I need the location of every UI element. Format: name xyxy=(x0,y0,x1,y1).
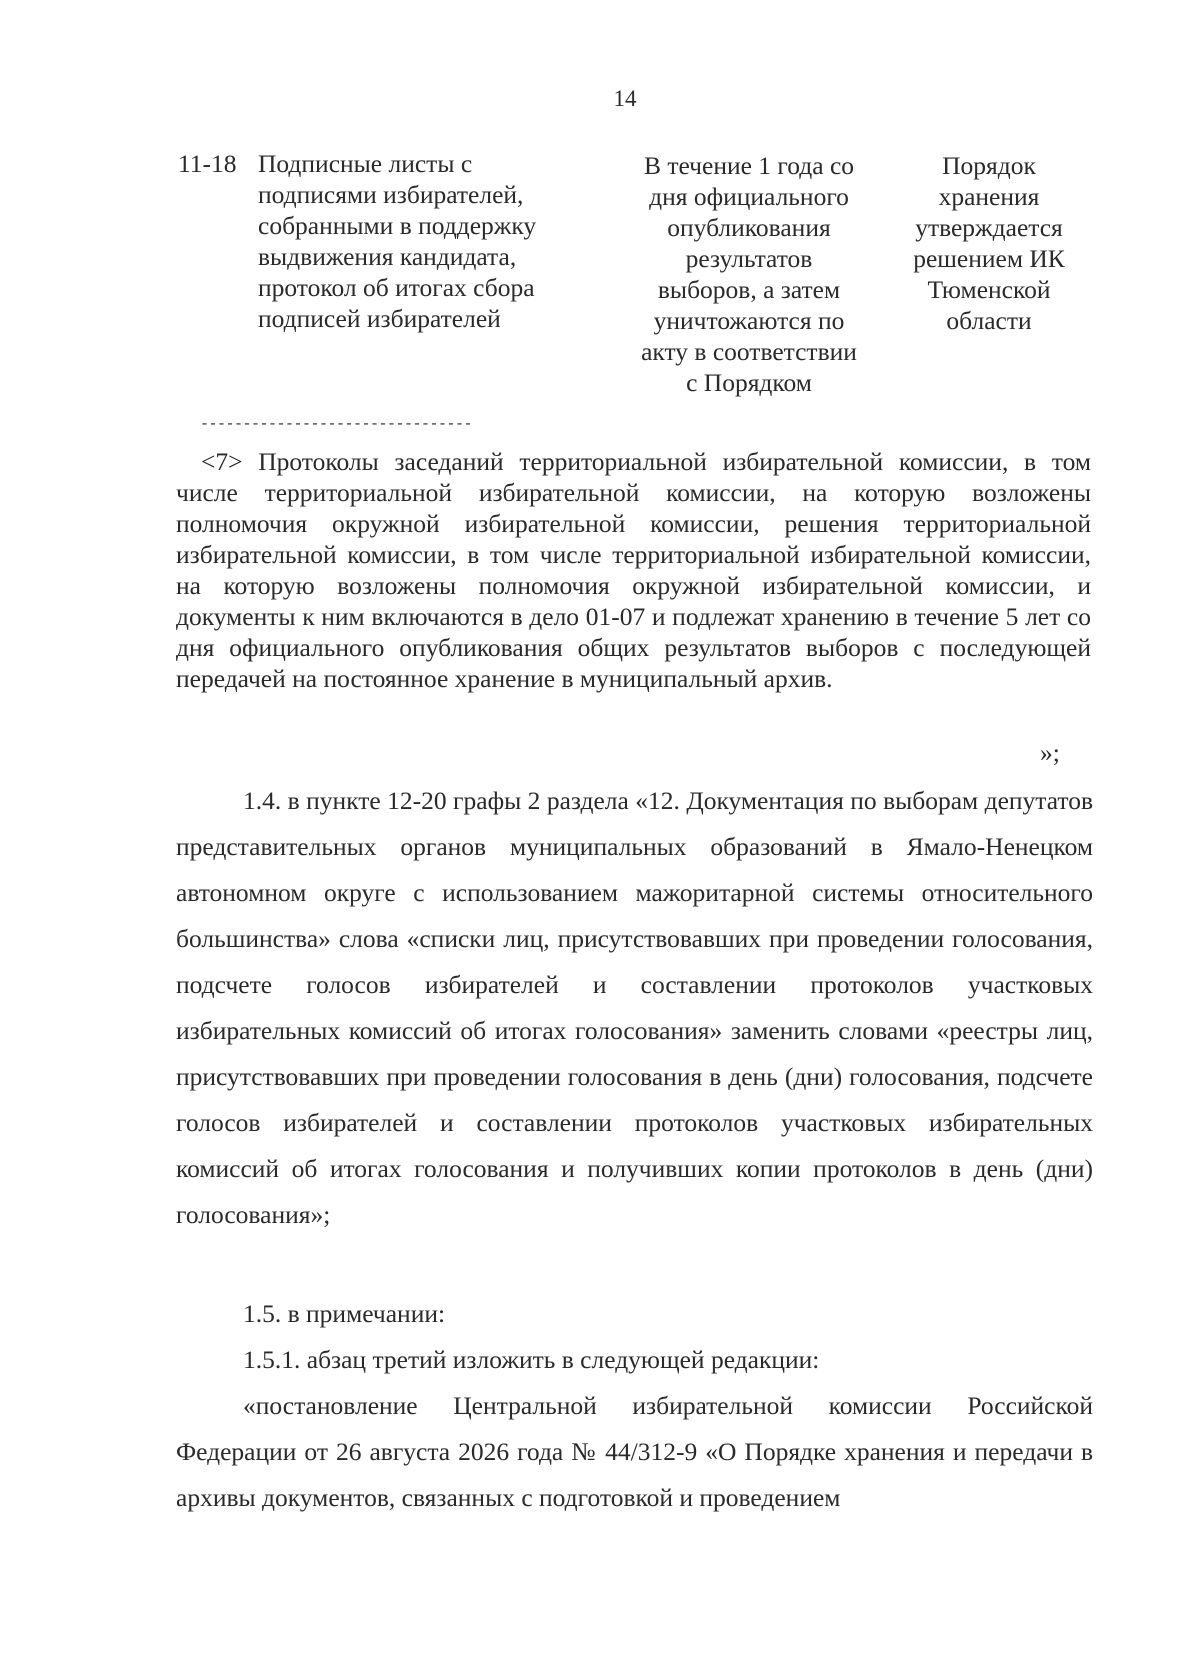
paragraph-1-5-1: 1.5.1. абзац третий изложить в следующей редакции: xyxy=(243,1345,820,1374)
paragraph-quote: «постановление Центральной избирательной комиссии Российской Федерации от 26 августа 2026 года № 44/312-9 «О Порядке хранения и передачи в архивы документов, связанных с подготовкой и проведением xyxy=(176,1391,1093,1512)
row-term: В течение 1 года со дня официального опубликования результатов выборов, а затем уничтожаются по акту в соответствии с Порядком xyxy=(641,151,857,397)
row-number: 11-18 xyxy=(178,149,237,178)
closing-quote: »; xyxy=(1040,738,1060,767)
page-number: 14 xyxy=(613,86,637,111)
footnote-text: <7> Протоколы заседаний территориальной избирательной комиссии, в том числе территориальной избирательной комиссии, на которую возложены полномочия окружной избирательной комиссии, решения территориальной избирательной комиссии, в том числе территориальной избирательной комиссии, на которую возложены полномочия окружной избирательной комиссии, и документы к ним включаются в дело 01-07 и подлежат хранению в течение 5 лет со дня официального опубликования общих результатов выборов с последующей передачей на постоянное хранение в муниципальный архив. xyxy=(176,447,1091,693)
paragraph-1-4: 1.4. в пункте 12-20 графы 2 раздела «12. Документация по выборам депутатов представительных органов муниципальных образований в Ямало-Ненецком автономном округе с использованием мажоритарной системы относительного большинства» слова «списки лиц, присутствовавших при проведении голосования, подсчете голосов избирателей и составлении протоколов участковых избирательных комиссий об итогах голосования» заменить словами «реестры лиц, присутствовавших при проведении голосования в день (дни) голосования, подсчете голосов избирателей и составлении протоколов участковых избирательных комиссий об итогах голосования и получивших копии протоколов в день (дни) голосования»; xyxy=(176,786,1093,1229)
row-note: Порядок хранения утверждается решением ИК Тюменской области xyxy=(913,151,1065,335)
footnote-divider: -------------------------------- xyxy=(200,416,473,433)
row-title: Подписные листы с подписями избирателей, собранными в поддержку выдвижения кандидата, протокол об итогах сбора подписей избирателей xyxy=(258,149,537,333)
paragraph-1-5: 1.5. в примечании: xyxy=(243,1299,446,1328)
